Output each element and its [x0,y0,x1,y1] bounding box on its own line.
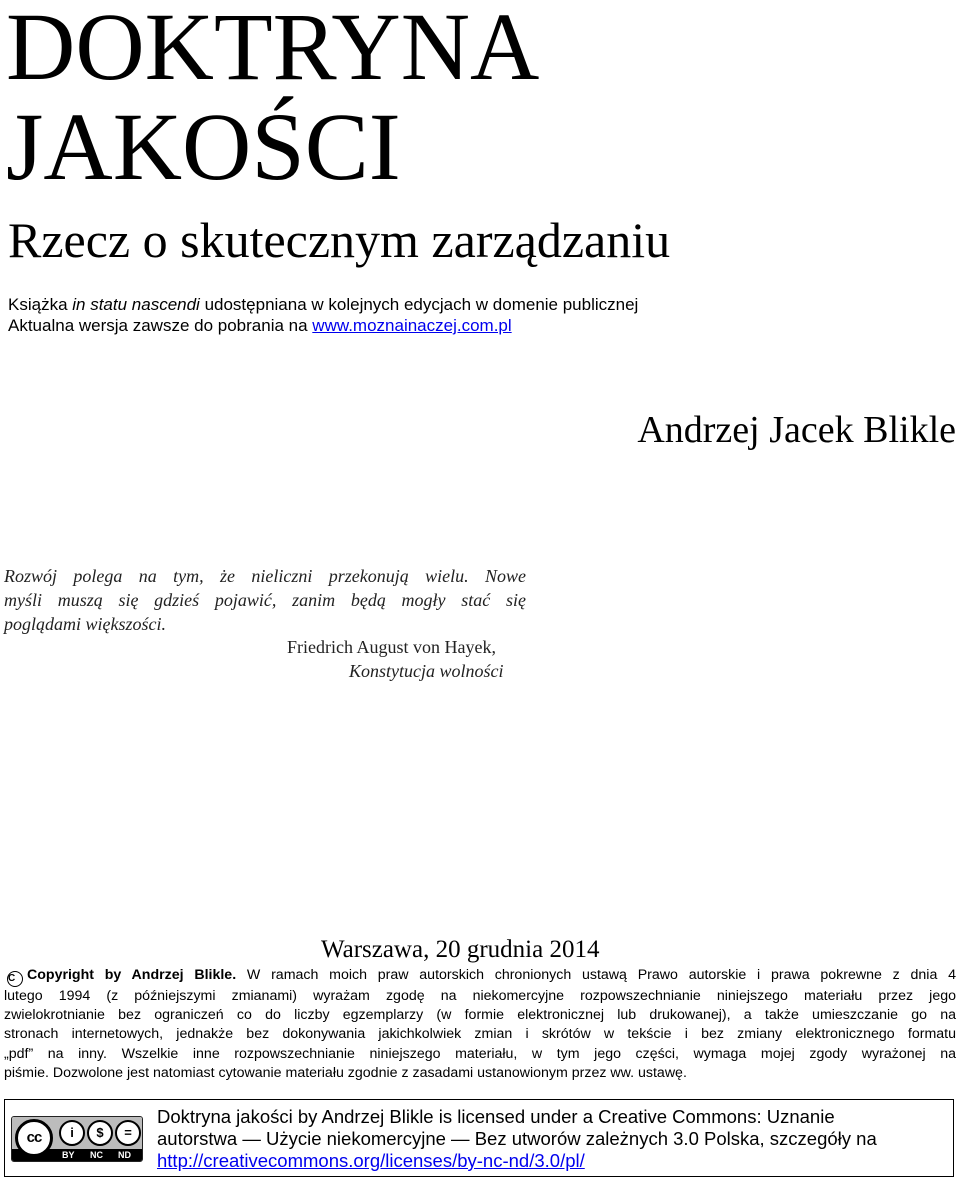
license-line-1: Doktryna jakości by Andrzej Blikle is licensed under a Creative Commons: Uznanie [157,1106,835,1127]
cc-logo-icon: cc [15,1119,53,1157]
copyright-line-1-text: W ramach moich praw autorskich chronionych ustawą Prawo autorskie i prawa pokrewne z dnia 4 [236,967,956,983]
title-line-2: JAKOŚCI [6,93,401,200]
license-box [4,1099,954,1177]
website-link[interactable]: www.moznainaczej.com.pl [312,316,512,335]
epigraph-author: Friedrich August von Hayek, [287,637,496,657]
intro-line-1-end: udostępniana w kolejnych edycjach w domenie publicznej [199,295,639,314]
epigraph-book: Konstytucja wolności [349,661,504,681]
license-text [157,1106,937,1172]
license-line-2: autorstwa — Użycie niekomercyjne — Bez utworów zależnych 3.0 Polska, szczegóły na [157,1128,877,1149]
license-link[interactable]: http://creativecommons.org/licenses/by-nc-nd/3.0/pl/ [157,1150,585,1171]
epigraph-line: myśli muszą się gdzieś pojawić, zanim będą mogły stać się [4,590,526,610]
copyright-notice [4,966,956,1083]
copyright-line: „pdf” na inny. Wszelkie inne rozpowszechnianie niniejszego materiału, w tym jego części, wymaga mojej zgody wyrażonej na [4,1045,956,1062]
copyright-line: zwielokrotnianie bez ograniczeń co do liczby egzemplarzy (w formie elektronicznej lub drukowanej), a także umieszczanie go na [4,1007,956,1024]
copyright-line [4,966,956,987]
intro-line-1-start: Książka [8,295,73,314]
noderivatives-icon: = [115,1120,141,1146]
license-line-3 [157,1150,937,1172]
author-name: Andrzej Jacek Blikle [637,409,956,451]
copyright-holder: Copyright by Andrzej Blikle. [27,967,237,983]
attribution-icon: i [59,1120,85,1146]
intro-italic-phrase: in statu nascendi [72,295,200,314]
cc-by-nc-nd-badge-icon[interactable] [11,1116,143,1162]
intro-line-2 [8,315,638,336]
noncommercial-icon: $ [87,1120,113,1146]
nd-label: ND [118,1150,131,1160]
place-date: Warszawa, 20 grudnia 2014 [321,936,600,963]
copyright-line: lutego 1994 (z późniejszymi zmianami) wyrażam zgodę na niekomercyjne rozpowszechnianie niniejszego materiału przez jego [4,988,956,1004]
intro-line-1 [8,294,638,315]
copyright-line: stronach internetowych, jednakże bez dokonywania jakichkolwiek zmian i skrótów w tekście i bez zmiany elektronicznego formatu [4,1026,956,1043]
by-label: BY [62,1150,75,1160]
copyright-icon: C [7,971,23,987]
epigraph-line: Rozwój polega na tym, że nieliczni przekonują wielu. Nowe [4,566,526,586]
epigraph [4,564,526,636]
copyright-line: piśmie. Dozwolone jest natomiast cytowanie materiału zgodnie z zasadami ustanowionym przez ww. ustawę. [4,1064,687,1081]
subtitle: Rzecz o skutecznym zarządzaniu [8,212,671,268]
epigraph-line: poglądami większości. [4,614,166,634]
intro-text [8,294,638,336]
intro-line-2-text: Aktualna wersja zawsze do pobrania na [8,316,313,335]
nc-label: NC [90,1150,103,1160]
title-line-1: DOKTRYNA [6,0,540,100]
